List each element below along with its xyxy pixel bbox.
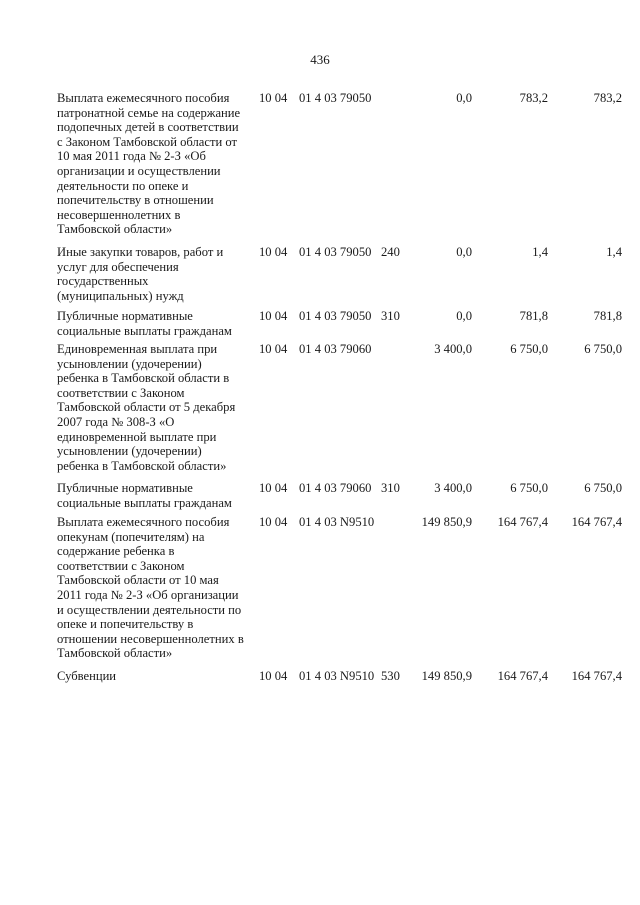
row-description: Единовременная выплата при усыновлении (удочерении) ребенка в Тамбовской области в соответствии с Законом Тамбовской области от 5 декабря 2007 года № 308-З «О единовременной выплате при усыновлении (удочерении) ребенка в Тамбовской области» xyxy=(57,342,236,473)
row-expense-type: 310 xyxy=(381,481,400,495)
row-value-2: 164 767,4 xyxy=(497,515,548,529)
row-target-code: 01 4 03 79060 xyxy=(299,481,372,495)
row-value-3: 6 750,0 xyxy=(584,342,622,356)
row-value-3: 1,4 xyxy=(606,245,622,259)
row-section-code: 10 04 xyxy=(259,481,288,495)
row-target-code: 01 4 03 79050 xyxy=(299,245,372,259)
row-description: Выплата ежемесячного пособия патронатной семье на содержание подопечных детей в соответствии с Законом Тамбовской области от 10 мая 2011 года № 2-З «Об организации и осуществлении деятельности по опеке и попечительству в отношении несовершеннолетних в Тамбовской области» xyxy=(57,91,241,237)
row-value-2: 1,4 xyxy=(532,245,548,259)
row-value-3: 164 767,4 xyxy=(571,669,622,683)
row-value-3: 781,8 xyxy=(593,309,622,323)
row-value-1: 0,0 xyxy=(456,91,472,105)
row-expense-type: 240 xyxy=(381,245,400,259)
row-value-3: 6 750,0 xyxy=(584,481,622,495)
page-number: 436 xyxy=(310,52,330,67)
row-value-2: 164 767,4 xyxy=(497,669,548,683)
row-section-code: 10 04 xyxy=(259,342,288,356)
row-section-code: 10 04 xyxy=(259,245,288,259)
row-description: Субвенции xyxy=(57,669,117,683)
row-expense-type: 530 xyxy=(381,669,400,683)
row-value-2: 6 750,0 xyxy=(510,481,548,495)
row-expense-type: 310 xyxy=(381,309,400,323)
row-section-code: 10 04 xyxy=(259,91,288,105)
row-target-code: 01 4 03 N9510 xyxy=(299,515,375,529)
row-value-1: 0,0 xyxy=(456,245,472,259)
row-value-2: 781,8 xyxy=(519,309,548,323)
row-value-2: 783,2 xyxy=(519,91,548,105)
row-value-3: 783,2 xyxy=(593,91,622,105)
row-section-code: 10 04 xyxy=(259,515,288,529)
row-target-code: 01 4 03 79050 xyxy=(299,309,372,323)
row-description: Иные закупки товаров, работ и услуг для обеспечения государственных (муниципальных) нужд xyxy=(57,245,224,303)
row-target-code: 01 4 03 79050 xyxy=(299,91,372,105)
row-value-1: 149 850,9 xyxy=(421,515,472,529)
row-section-code: 10 04 xyxy=(259,309,288,323)
row-target-code: 01 4 03 79060 xyxy=(299,342,372,356)
row-value-2: 6 750,0 xyxy=(510,342,548,356)
row-target-code: 01 4 03 N9510 xyxy=(299,669,375,683)
row-description: Публичные нормативные социальные выплаты гражданам xyxy=(57,481,232,510)
row-value-3: 164 767,4 xyxy=(571,515,622,529)
row-description: Выплата ежемесячного пособия опекунам (попечителям) на содержание ребенка в соответствии с Законом Тамбовской области от 10 мая 2011 года № 2-З «Об организации и осуществлении деятельности по опеке и попечительству в отношении несовершеннолетних в Тамбовской области» xyxy=(57,515,244,661)
row-description: Публичные нормативные социальные выплаты гражданам xyxy=(57,309,232,338)
row-value-1: 3 400,0 xyxy=(434,342,472,356)
row-value-1: 0,0 xyxy=(456,309,472,323)
row-section-code: 10 04 xyxy=(259,669,288,683)
row-value-1: 3 400,0 xyxy=(434,481,472,495)
row-value-1: 149 850,9 xyxy=(421,669,472,683)
